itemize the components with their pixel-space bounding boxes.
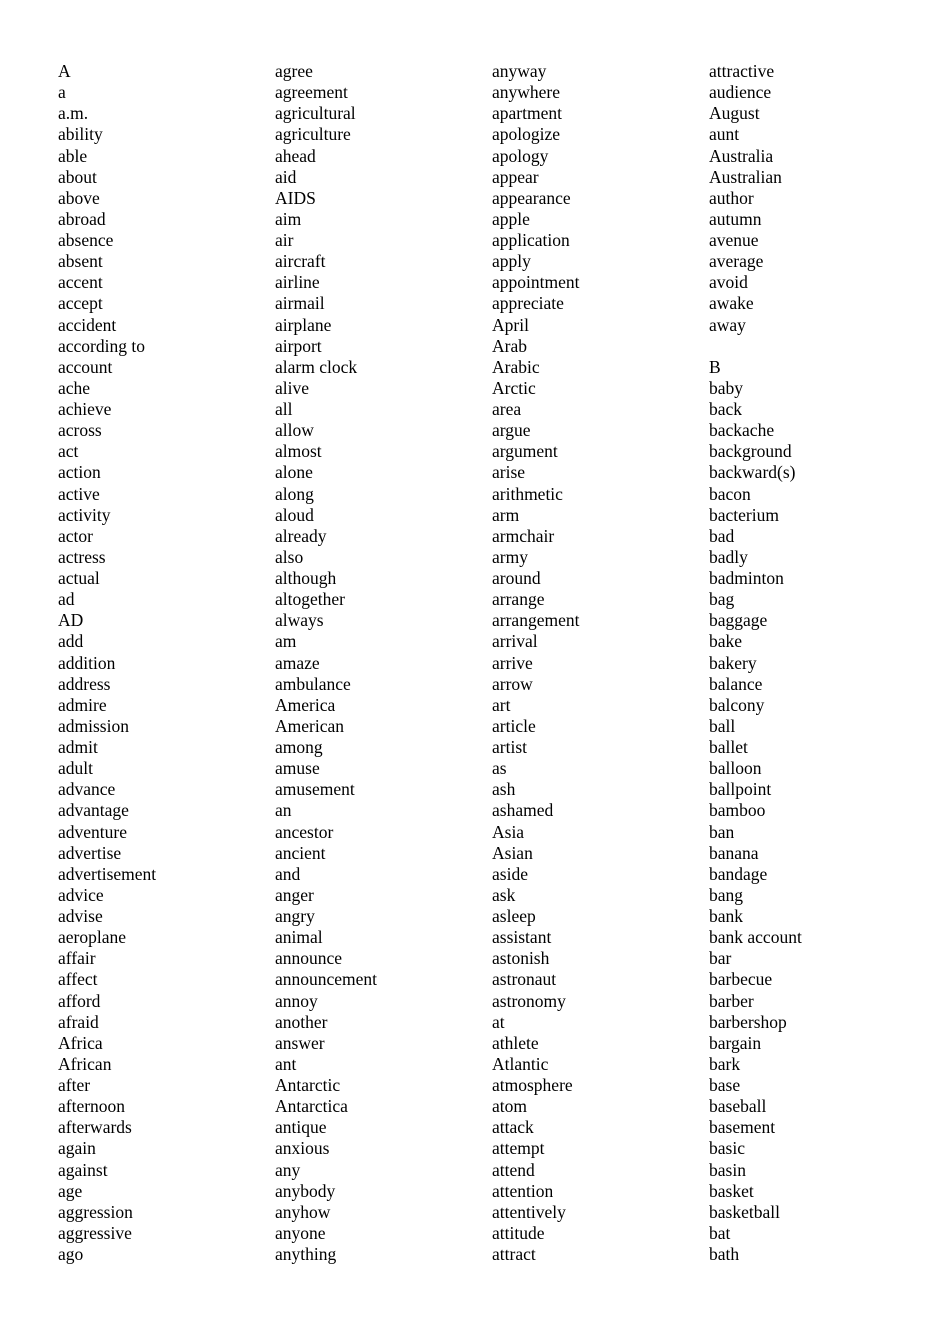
word-entry: also	[275, 546, 304, 567]
word-entry: active	[58, 483, 100, 504]
word-entry: aside	[492, 863, 528, 884]
word-entry: ballet	[709, 737, 748, 757]
word-entry: bad	[709, 525, 735, 546]
word-entry: advertise	[58, 842, 122, 863]
word-entry: absence	[58, 230, 114, 250]
word-entry: airmail	[275, 293, 325, 314]
word-entry: apple	[492, 208, 530, 229]
word-entry: afternoon	[58, 1096, 126, 1117]
word-entry: background	[709, 441, 792, 462]
word-entry: according to	[58, 335, 145, 356]
word-entry: appointment	[492, 272, 580, 293]
word-entry: again	[58, 1138, 96, 1159]
word-entry: action	[58, 462, 101, 483]
word-entry: am	[275, 631, 297, 652]
word-entry: author	[709, 187, 754, 208]
word-entry: anything	[275, 1244, 337, 1264]
word-entry: anxious	[275, 1138, 330, 1159]
word-entry: advance	[58, 779, 116, 800]
word-entry: ancient	[275, 842, 326, 863]
word-entry: badminton	[709, 568, 784, 588]
word-entry: badly	[709, 546, 748, 567]
word-entry: avenue	[709, 230, 759, 250]
word-entry: athlete	[492, 1032, 539, 1053]
word-entry: awake	[709, 293, 754, 314]
word-entry: bang	[709, 884, 744, 905]
word-entry: astronaut	[492, 969, 557, 990]
word-entry: attempt	[492, 1138, 545, 1159]
word-entry: attractive	[709, 61, 775, 81]
word-entry: baby	[709, 377, 744, 398]
word-entry: basketball	[709, 1201, 780, 1222]
word-entry: account	[58, 356, 113, 377]
word-entry: banana	[709, 842, 759, 863]
word-entry: armchair	[492, 525, 555, 546]
word-entry: B	[709, 356, 721, 377]
word-entry: able	[58, 145, 88, 166]
word-entry: another	[275, 1011, 328, 1032]
word-column-3	[492, 61, 579, 1265]
word-entry: afford	[58, 990, 101, 1011]
word-entry: airport	[275, 335, 322, 356]
word-entry: American	[275, 715, 344, 736]
word-entry: base	[709, 1075, 741, 1095]
word-entry: above	[58, 187, 100, 208]
word-entry: baggage	[709, 610, 768, 631]
word-entry: basement	[709, 1117, 776, 1138]
word-entry: animal	[275, 927, 323, 948]
word-entry: advantage	[58, 800, 129, 821]
word-entry: answer	[275, 1032, 325, 1053]
word-entry: artist	[492, 737, 527, 757]
word-entry: appearance	[492, 187, 571, 208]
word-entry: aunt	[709, 124, 740, 145]
word-entry: admit	[58, 737, 98, 757]
word-entry: allow	[275, 420, 314, 441]
word-entry: always	[275, 610, 324, 631]
word-entry: barbershop	[709, 1011, 787, 1032]
word-entry: appear	[492, 166, 539, 187]
word-entry: arrange	[492, 589, 545, 610]
word-entry: any	[275, 1159, 301, 1180]
word-entry: bake	[709, 631, 743, 652]
word-entry: arrival	[492, 631, 538, 652]
word-entry: activity	[58, 504, 111, 525]
word-entry: ambulance	[275, 673, 351, 694]
word-column-2	[275, 61, 377, 1265]
word-entry: although	[275, 568, 337, 588]
word-entry: attitude	[492, 1222, 545, 1243]
word-entry: basin	[709, 1159, 746, 1180]
blank-line	[709, 336, 802, 357]
word-entry: bag	[709, 589, 735, 610]
word-entry: annoy	[275, 990, 318, 1011]
word-entry: bath	[709, 1244, 740, 1264]
word-entry: aggression	[58, 1201, 133, 1222]
word-entry: announcement	[275, 969, 378, 990]
word-entry: average	[709, 251, 764, 272]
word-entry: backache	[709, 420, 775, 441]
word-entry: aim	[275, 208, 302, 229]
word-entry: anyone	[275, 1222, 326, 1243]
word-entry: away	[709, 314, 746, 335]
word-entry: at	[492, 1011, 505, 1032]
word-entry: astronomy	[492, 990, 566, 1011]
word-entry: attract	[492, 1244, 536, 1264]
word-entry: attentively	[492, 1201, 566, 1222]
word-entry: barber	[709, 990, 754, 1011]
word-entry: balance	[709, 673, 763, 694]
word-entry: argument	[492, 441, 558, 462]
word-entry: address	[58, 673, 111, 694]
word-entry: age	[58, 1180, 83, 1201]
word-entry: afterwards	[58, 1117, 132, 1138]
word-entry: anywhere	[492, 82, 561, 103]
word-entry: Antarctica	[275, 1096, 348, 1117]
word-entry: a	[58, 82, 66, 103]
word-entry: atmosphere	[492, 1075, 573, 1095]
word-entry: area	[492, 399, 522, 419]
word-entry: admire	[58, 694, 107, 715]
word-entry: AD	[58, 610, 84, 631]
word-entry: Africa	[58, 1032, 103, 1053]
word-entry: along	[275, 483, 314, 504]
word-entry: America	[275, 694, 336, 715]
word-entry: about	[58, 166, 97, 187]
word-entry: altogether	[275, 589, 345, 610]
word-entry: bacterium	[709, 504, 779, 525]
word-entry: advise	[58, 906, 103, 926]
word-entry: aloud	[275, 504, 314, 525]
word-entry: baseball	[709, 1096, 767, 1117]
word-entry: basket	[709, 1180, 754, 1201]
word-entry: anybody	[275, 1180, 336, 1201]
word-entry: ad	[58, 589, 75, 610]
word-entry: arithmetic	[492, 483, 563, 504]
word-entry: bargain	[709, 1032, 762, 1053]
word-entry: autumn	[709, 208, 762, 229]
word-entry: African	[58, 1053, 112, 1074]
word-entry: alarm clock	[275, 356, 358, 377]
word-entry: bank account	[709, 927, 802, 948]
word-entry: around	[492, 568, 541, 588]
word-entry: appreciate	[492, 293, 564, 314]
word-entry: arrive	[492, 652, 533, 673]
word-entry: ash	[492, 779, 516, 800]
word-entry: Arab	[492, 335, 527, 356]
word-entry: accept	[58, 293, 103, 314]
word-entry: adventure	[58, 821, 127, 842]
word-entry: agree	[275, 61, 313, 81]
word-entry: anyway	[492, 61, 547, 81]
word-entry: barbecue	[709, 969, 773, 990]
word-entry: anger	[275, 884, 314, 905]
word-entry: Australian	[709, 166, 782, 187]
word-entry: and	[275, 863, 301, 884]
word-entry: adult	[58, 758, 93, 779]
word-entry: accent	[58, 272, 103, 293]
word-entry: bat	[709, 1222, 731, 1243]
word-entry: ache	[58, 377, 91, 398]
word-entry: anyhow	[275, 1201, 331, 1222]
word-entry: AIDS	[275, 187, 316, 208]
word-entry: apply	[492, 251, 531, 272]
word-entry: aid	[275, 166, 297, 187]
word-entry: Asian	[492, 842, 533, 863]
word-entry: actor	[58, 525, 93, 546]
word-entry: application	[492, 230, 570, 250]
word-entry: act	[58, 441, 79, 462]
word-entry: alive	[275, 377, 310, 398]
word-entry: as	[492, 758, 507, 779]
word-entry: atom	[492, 1096, 527, 1117]
word-entry: audience	[709, 82, 772, 103]
word-entry: aggressive	[58, 1222, 132, 1243]
word-entry: Antarctic	[275, 1075, 341, 1095]
word-entry: bar	[709, 948, 732, 969]
word-entry: Arctic	[492, 377, 536, 398]
word-entry: aircraft	[275, 251, 326, 272]
word-entry: announce	[275, 948, 343, 969]
word-entry: accident	[58, 314, 117, 335]
word-entry: bank	[709, 906, 744, 926]
word-entry: affair	[58, 948, 96, 969]
word-entry: bark	[709, 1053, 741, 1074]
word-entry: amaze	[275, 652, 320, 673]
word-entry: aeroplane	[58, 927, 127, 948]
word-entry: army	[492, 546, 528, 567]
word-entry: absent	[58, 251, 103, 272]
word-entry: apologize	[492, 124, 561, 145]
word-entry: abroad	[58, 208, 106, 229]
word-entry: air	[275, 230, 294, 250]
word-entry: agreement	[275, 82, 348, 103]
word-entry: arrangement	[492, 610, 580, 631]
word-entry: add	[58, 631, 84, 652]
word-entry: after	[58, 1075, 91, 1095]
word-entry: angry	[275, 906, 315, 926]
word-entry: basic	[709, 1138, 745, 1159]
word-entry: assistant	[492, 927, 552, 948]
word-entry: ask	[492, 884, 516, 905]
word-entry: agriculture	[275, 124, 351, 145]
word-entry: asleep	[492, 906, 536, 926]
word-entry: agricultural	[275, 103, 356, 124]
word-entry: ballpoint	[709, 779, 772, 800]
word-entry: arrow	[492, 673, 533, 694]
word-entry: Australia	[709, 145, 774, 166]
word-entry: antique	[275, 1117, 327, 1138]
word-entry: airplane	[275, 314, 332, 335]
word-entry: achieve	[58, 399, 112, 419]
word-entry: affect	[58, 969, 98, 990]
word-entry: ant	[275, 1053, 297, 1074]
word-entry: arise	[492, 462, 526, 483]
word-entry: bacon	[709, 483, 751, 504]
word-entry: advice	[58, 884, 104, 905]
word-entry: addition	[58, 652, 116, 673]
word-entry: back	[709, 399, 743, 419]
word-entry: against	[58, 1159, 108, 1180]
word-entry: apartment	[492, 103, 562, 124]
word-column-4	[709, 61, 802, 1265]
word-entry: ancestor	[275, 821, 334, 842]
word-entry: A	[58, 61, 71, 81]
word-entry: amusement	[275, 779, 355, 800]
word-entry: Arabic	[492, 356, 540, 377]
word-entry: airline	[275, 272, 320, 293]
word-entry: already	[275, 525, 327, 546]
word-column-1	[58, 61, 156, 1265]
word-entry: art	[492, 694, 511, 715]
word-entry: bamboo	[709, 800, 766, 821]
word-entry: alone	[275, 462, 313, 483]
word-entry: August	[709, 103, 760, 124]
word-entry: astonish	[492, 948, 550, 969]
word-entry: avoid	[709, 272, 748, 293]
word-entry: almost	[275, 441, 322, 462]
word-entry: arm	[492, 504, 520, 525]
word-entry: argue	[492, 420, 531, 441]
word-entry: ahead	[275, 145, 316, 166]
word-entry: ban	[709, 821, 735, 842]
word-entry: actress	[58, 546, 106, 567]
word-entry: among	[275, 737, 323, 757]
word-entry: ago	[58, 1244, 84, 1264]
word-entry: attention	[492, 1180, 554, 1201]
word-entry: April	[492, 314, 529, 335]
word-entry: admission	[58, 715, 129, 736]
word-entry: afraid	[58, 1011, 99, 1032]
word-entry: amuse	[275, 758, 320, 779]
word-entry: Asia	[492, 821, 525, 842]
word-entry: attend	[492, 1159, 535, 1180]
word-entry: balloon	[709, 758, 762, 779]
word-entry: an	[275, 800, 292, 821]
word-entry: article	[492, 715, 536, 736]
word-entry: bakery	[709, 652, 757, 673]
word-entry: attack	[492, 1117, 534, 1138]
word-entry: ashamed	[492, 800, 554, 821]
word-entry: all	[275, 399, 293, 419]
word-entry: ball	[709, 715, 736, 736]
word-entry: across	[58, 420, 102, 441]
word-entry: backward(s)	[709, 462, 796, 483]
word-entry: apology	[492, 145, 549, 166]
word-entry: Atlantic	[492, 1053, 549, 1074]
word-entry: balcony	[709, 694, 765, 715]
word-entry: actual	[58, 568, 100, 588]
word-entry: a.m.	[58, 103, 89, 124]
word-entry: bandage	[709, 863, 768, 884]
word-entry: ability	[58, 124, 103, 145]
word-entry: advertisement	[58, 863, 157, 884]
